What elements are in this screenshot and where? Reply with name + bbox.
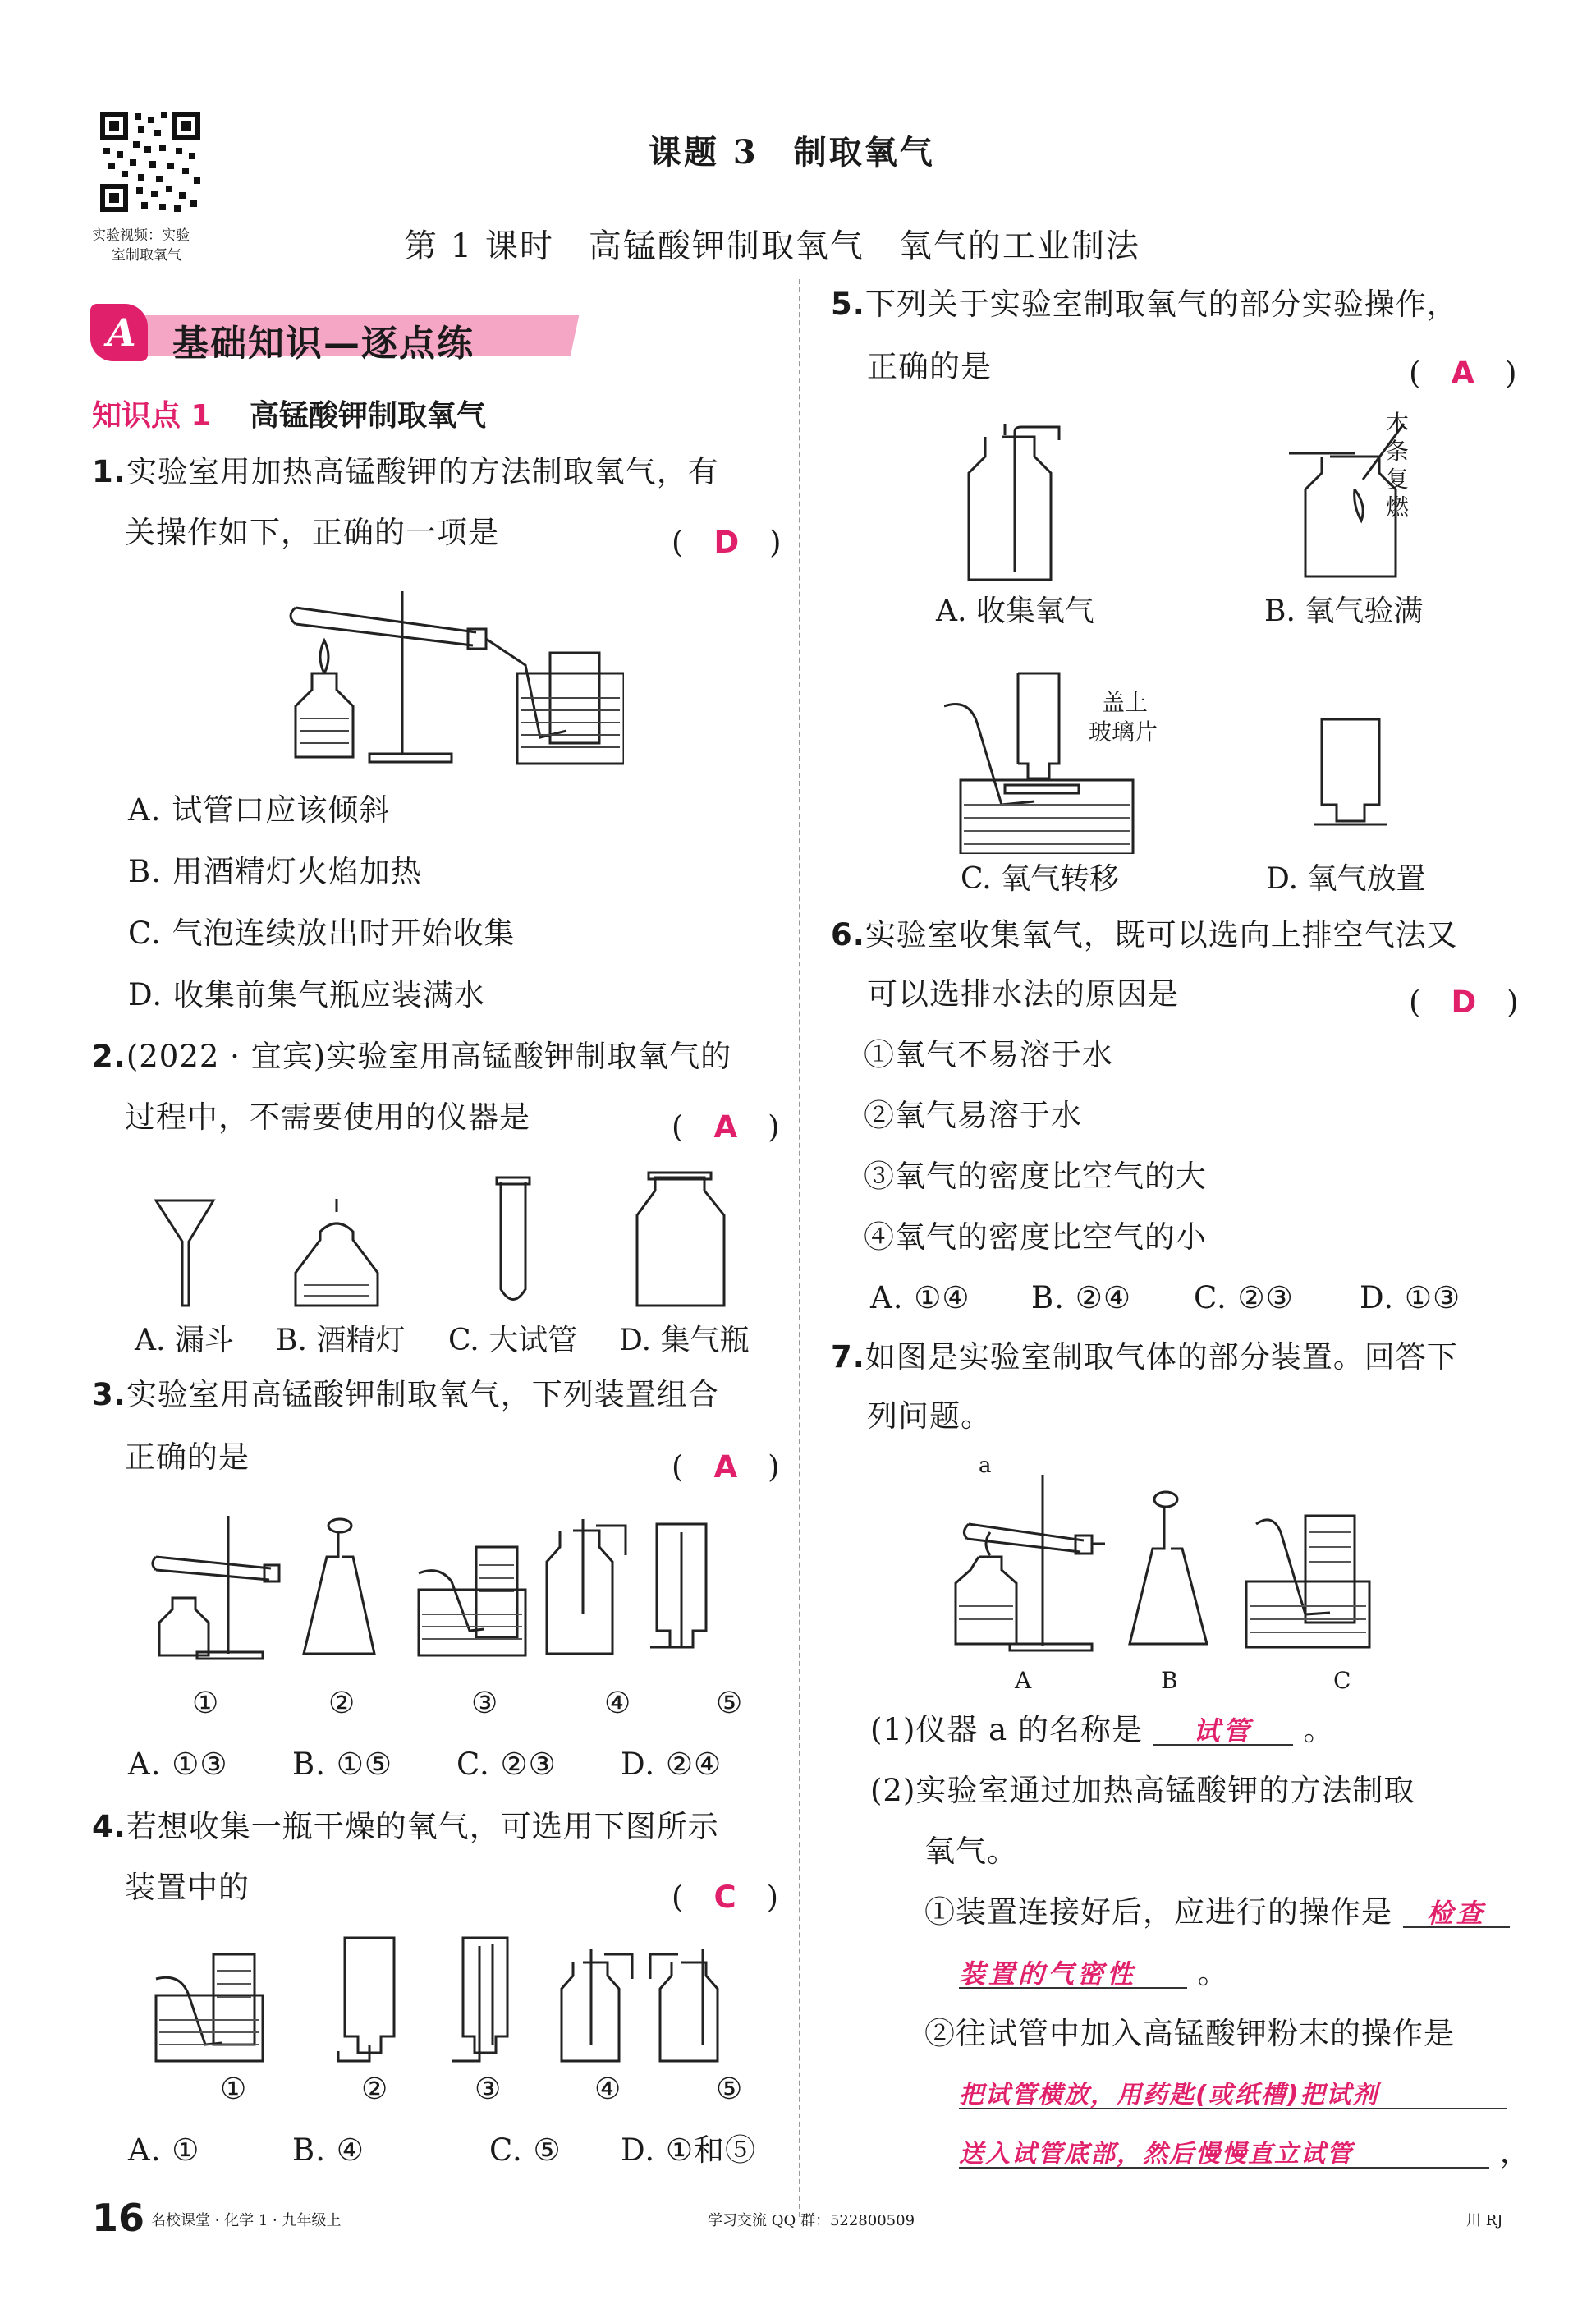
- q5-option-d[interactable]: D. 氧气放置: [1266, 862, 1426, 896]
- q7-s1-prefix: ①装置连接好后，应进行的操作是: [924, 1894, 1392, 1930]
- q7-fig-label-b: B: [1161, 1667, 1178, 1694]
- q4-fig-label-5: ⑤: [716, 2073, 743, 2106]
- q2-item-d: D. 集气瓶: [619, 1324, 750, 1357]
- q7-p2-line1: (2)实验室通过加热高锰酸钾的方法制取: [870, 1773, 1415, 1808]
- q5-annot-c-1: 盖上: [1102, 689, 1149, 716]
- q7-p1-answer[interactable]: [1153, 1715, 1293, 1747]
- q2-answer-slot: ( A ): [672, 1109, 780, 1145]
- q7-fig-label-c: C: [1333, 1667, 1351, 1694]
- q4-number: 4.: [92, 1809, 126, 1844]
- funnel-shape: [156, 1200, 213, 1306]
- q1-line2: 关操作如下，正确的一项是: [125, 515, 499, 550]
- footer-qq: 学习交流 QQ 群：522800509: [708, 2212, 915, 2229]
- q7-p2-line2: 氧气。: [924, 1834, 1018, 1869]
- knowledge-point-label: 知识点 1: [92, 399, 212, 433]
- q1-option-b[interactable]: B. 用酒精灯火焰加热: [128, 854, 422, 889]
- q2-item-c: C. 大试管: [448, 1324, 578, 1357]
- q4-fig-label-1: ①: [220, 2073, 247, 2106]
- section-letter: A: [107, 310, 136, 355]
- q7-p1-suffix: 。: [1303, 1712, 1335, 1747]
- column-divider: [799, 279, 800, 2217]
- q5-line1: 下列关于实验室制取氧气的部分实验操作，: [864, 287, 1458, 322]
- q3-fig-label-3: ③: [471, 1687, 498, 1720]
- q7-s1-suffix: 。: [1197, 1955, 1229, 1990]
- q7-s1-answer1[interactable]: [1403, 1900, 1510, 1928]
- q4-fig-label-4: ④: [594, 2073, 621, 2106]
- q3-figure: [148, 1508, 772, 1667]
- q5-annot-b-1: 木: [1386, 410, 1410, 437]
- qr-code[interactable]: [97, 108, 204, 215]
- q7-line2: 列问题。: [867, 1398, 992, 1434]
- q3-option-b[interactable]: B. ①⑤: [292, 1747, 393, 1782]
- q3-answer: A: [713, 1449, 738, 1485]
- q4-line2: 装置中的: [125, 1870, 250, 1905]
- qr-caption-2: 室制取氧气: [112, 247, 181, 264]
- q3-fig-label-4: ④: [604, 1687, 631, 1720]
- q1-answer: D: [713, 525, 740, 560]
- q5-option-b[interactable]: B. 氧气验满: [1264, 594, 1424, 628]
- q5-answer: A: [1451, 356, 1475, 391]
- q6-option-d[interactable]: D. ①③: [1360, 1280, 1461, 1315]
- q3-line2: 正确的是: [125, 1439, 250, 1475]
- q7-s1-answer2-text: 装置的气密性: [959, 1958, 1137, 1990]
- q4-line1: 若想收集一瓶干燥的氧气，可选用下图所示: [126, 1809, 719, 1844]
- q2-answer: A: [713, 1109, 738, 1145]
- q3-stem-line1: [92, 1379, 719, 1410]
- footer-edition: 川 RJ: [1466, 2212, 1503, 2229]
- q5-stem-line1: [831, 287, 1458, 322]
- q1-option-a[interactable]: A. 试管口应该倾斜: [128, 792, 391, 828]
- lesson-title: 课题 3 制取氧气: [649, 133, 935, 172]
- q4-answer: C: [713, 1880, 736, 1915]
- q7-fig-label-a: A: [1015, 1667, 1032, 1694]
- q5-figure-cd: [944, 640, 1437, 857]
- q6-statement-1: ①氧气不易溶于水: [864, 1037, 1113, 1072]
- q7-s1-line2: [959, 1955, 1229, 1990]
- q1-line1: 实验室用加热高锰酸钾的方法制取氧气，有: [126, 454, 719, 489]
- q4-figure: [148, 1930, 772, 2073]
- q3-fig-label-5: ⑤: [716, 1687, 743, 1720]
- q3-option-a[interactable]: A. ①③: [128, 1747, 228, 1782]
- q4-fig-label-3: ③: [475, 2073, 502, 2106]
- q1-option-c[interactable]: C. 气泡连续放出时开始收集: [128, 916, 516, 951]
- q1-answer-slot: ( D ): [672, 525, 782, 560]
- q7-s2-suffix: ，: [1499, 2134, 1531, 2169]
- q7-s1-line1: [924, 1894, 1510, 1930]
- q2-number: 2.: [92, 1039, 126, 1074]
- q5-annot-b-3: 复: [1386, 466, 1410, 493]
- q4-option-d[interactable]: D. ①和⑤: [621, 2132, 757, 2168]
- q7-number: 7.: [831, 1339, 865, 1375]
- q6-option-a[interactable]: A. ①④: [870, 1280, 970, 1315]
- q3-number: 3.: [92, 1377, 126, 1412]
- q7-figure-a-mark: a: [979, 1453, 992, 1478]
- q6-option-c[interactable]: C. ②③: [1194, 1280, 1294, 1315]
- q5-annot-b-2: 条: [1386, 438, 1410, 465]
- q7-line1: 如图是实验室制取气体的部分装置。回答下: [864, 1339, 1458, 1375]
- q5-annot-c-2: 玻璃片: [1089, 718, 1158, 746]
- q2-stem-line1: [92, 1041, 732, 1072]
- q6-answer-slot: ( D ): [1409, 985, 1519, 1020]
- q7-figure: [944, 1458, 1437, 1659]
- q1-figure: [279, 575, 624, 775]
- qr-caption-1: 实验视频：实验: [92, 227, 190, 244]
- page-number: 16: [92, 2196, 145, 2240]
- q7-s2-line3: [959, 2134, 1531, 2169]
- q1-number: 1.: [92, 454, 126, 489]
- q7-s1-answer1-text: 检查: [1426, 1898, 1486, 1929]
- q3-option-c[interactable]: C. ②③: [456, 1747, 557, 1782]
- q4-answer-slot: ( C ): [672, 1880, 779, 1915]
- q6-line1: 实验室收集氧气，既可以选向上排空气法又: [864, 917, 1458, 953]
- q3-fig-label-1: ①: [192, 1687, 219, 1720]
- q3-line1: 实验室用高锰酸钾制取氧气，下列装置组合: [126, 1377, 719, 1412]
- q4-stem-line1: [92, 1811, 719, 1842]
- section-title: 基础知识—逐点练: [172, 323, 475, 365]
- q5-option-a[interactable]: A. 收集氧气: [936, 594, 1094, 628]
- q6-statement-2: ②氧气易溶于水: [864, 1098, 1082, 1133]
- q4-option-a[interactable]: A. ①: [128, 2132, 200, 2168]
- q6-answer: D: [1451, 985, 1477, 1020]
- page-subtitle: 第 1 课时 高锰酸钾制取氧气 氧气的工业制法: [404, 227, 1140, 265]
- q7-p1-answer-text: 试管: [1193, 1715, 1253, 1747]
- q6-option-b[interactable]: B. ②④: [1031, 1280, 1132, 1315]
- q6-stem-line1: [831, 917, 1458, 953]
- section-banner: [90, 304, 566, 365]
- q5-number: 5.: [831, 287, 865, 322]
- q4-option-b[interactable]: B. ④: [292, 2132, 365, 2168]
- q2-line2: 过程中，不需要使用的仪器是: [125, 1099, 530, 1135]
- q4-option-c[interactable]: C. ⑤: [489, 2132, 562, 2168]
- q7-s2-answer2[interactable]: [959, 2142, 1489, 2169]
- q5-annot-b-4: 燃: [1386, 493, 1410, 521]
- q2-figure: [140, 1166, 747, 1317]
- q7-stem-line1: [831, 1339, 1458, 1375]
- q7-s2-line1: ②往试管中加入高锰酸钾粉末的操作是: [924, 2016, 1455, 2051]
- q7-part1: [870, 1712, 1335, 1747]
- q5-option-c[interactable]: C. 氧气转移: [961, 862, 1120, 896]
- q5-line2: 正确的是: [867, 349, 992, 384]
- q7-p1-prefix: (1)仪器 a 的名称是: [870, 1712, 1143, 1747]
- q6-statement-4: ④氧气的密度比空气的小: [864, 1219, 1207, 1255]
- q6-number: 6.: [831, 917, 865, 953]
- q7-s2-answer1-text: 把试管横放，用药匙(或纸槽)把试剂: [959, 2081, 1379, 2109]
- q4-fig-label-2: ②: [361, 2073, 388, 2106]
- q1-stem-line1: [92, 454, 719, 489]
- q2-item-a: A. 漏斗: [135, 1324, 234, 1357]
- q6-statement-3: ③氧气的密度比空气的大: [864, 1159, 1207, 1194]
- q7-s2-line2: [959, 2077, 1507, 2109]
- q2-item-b: B. 酒精灯: [276, 1324, 406, 1357]
- q3-option-d[interactable]: D. ②④: [621, 1747, 722, 1782]
- q7-s2-answer1[interactable]: [959, 2083, 1507, 2109]
- q3-fig-label-2: ②: [328, 1687, 355, 1720]
- section-letter-badge: [90, 304, 148, 361]
- q2-line1: (2022 · 宜宾)实验室用高锰酸钾制取氧气的: [126, 1039, 732, 1074]
- q3-answer-slot: ( A ): [672, 1449, 780, 1485]
- q5-answer-slot: ( A ): [1409, 356, 1517, 391]
- knowledge-point-title: 高锰酸钾制取氧气: [250, 399, 487, 433]
- q1-option-d[interactable]: D. 收集前集气瓶应装满水: [128, 977, 485, 1012]
- q7-s2-answer2-text: 送入试管底部，然后慢慢直立试管: [959, 2140, 1353, 2169]
- q6-line2: 可以选排水法的原因是: [867, 976, 1179, 1012]
- q7-s1-answer2[interactable]: [959, 1958, 1187, 1990]
- footer-book: 名校课堂 · 化学 1 · 九年级上: [151, 2212, 342, 2229]
